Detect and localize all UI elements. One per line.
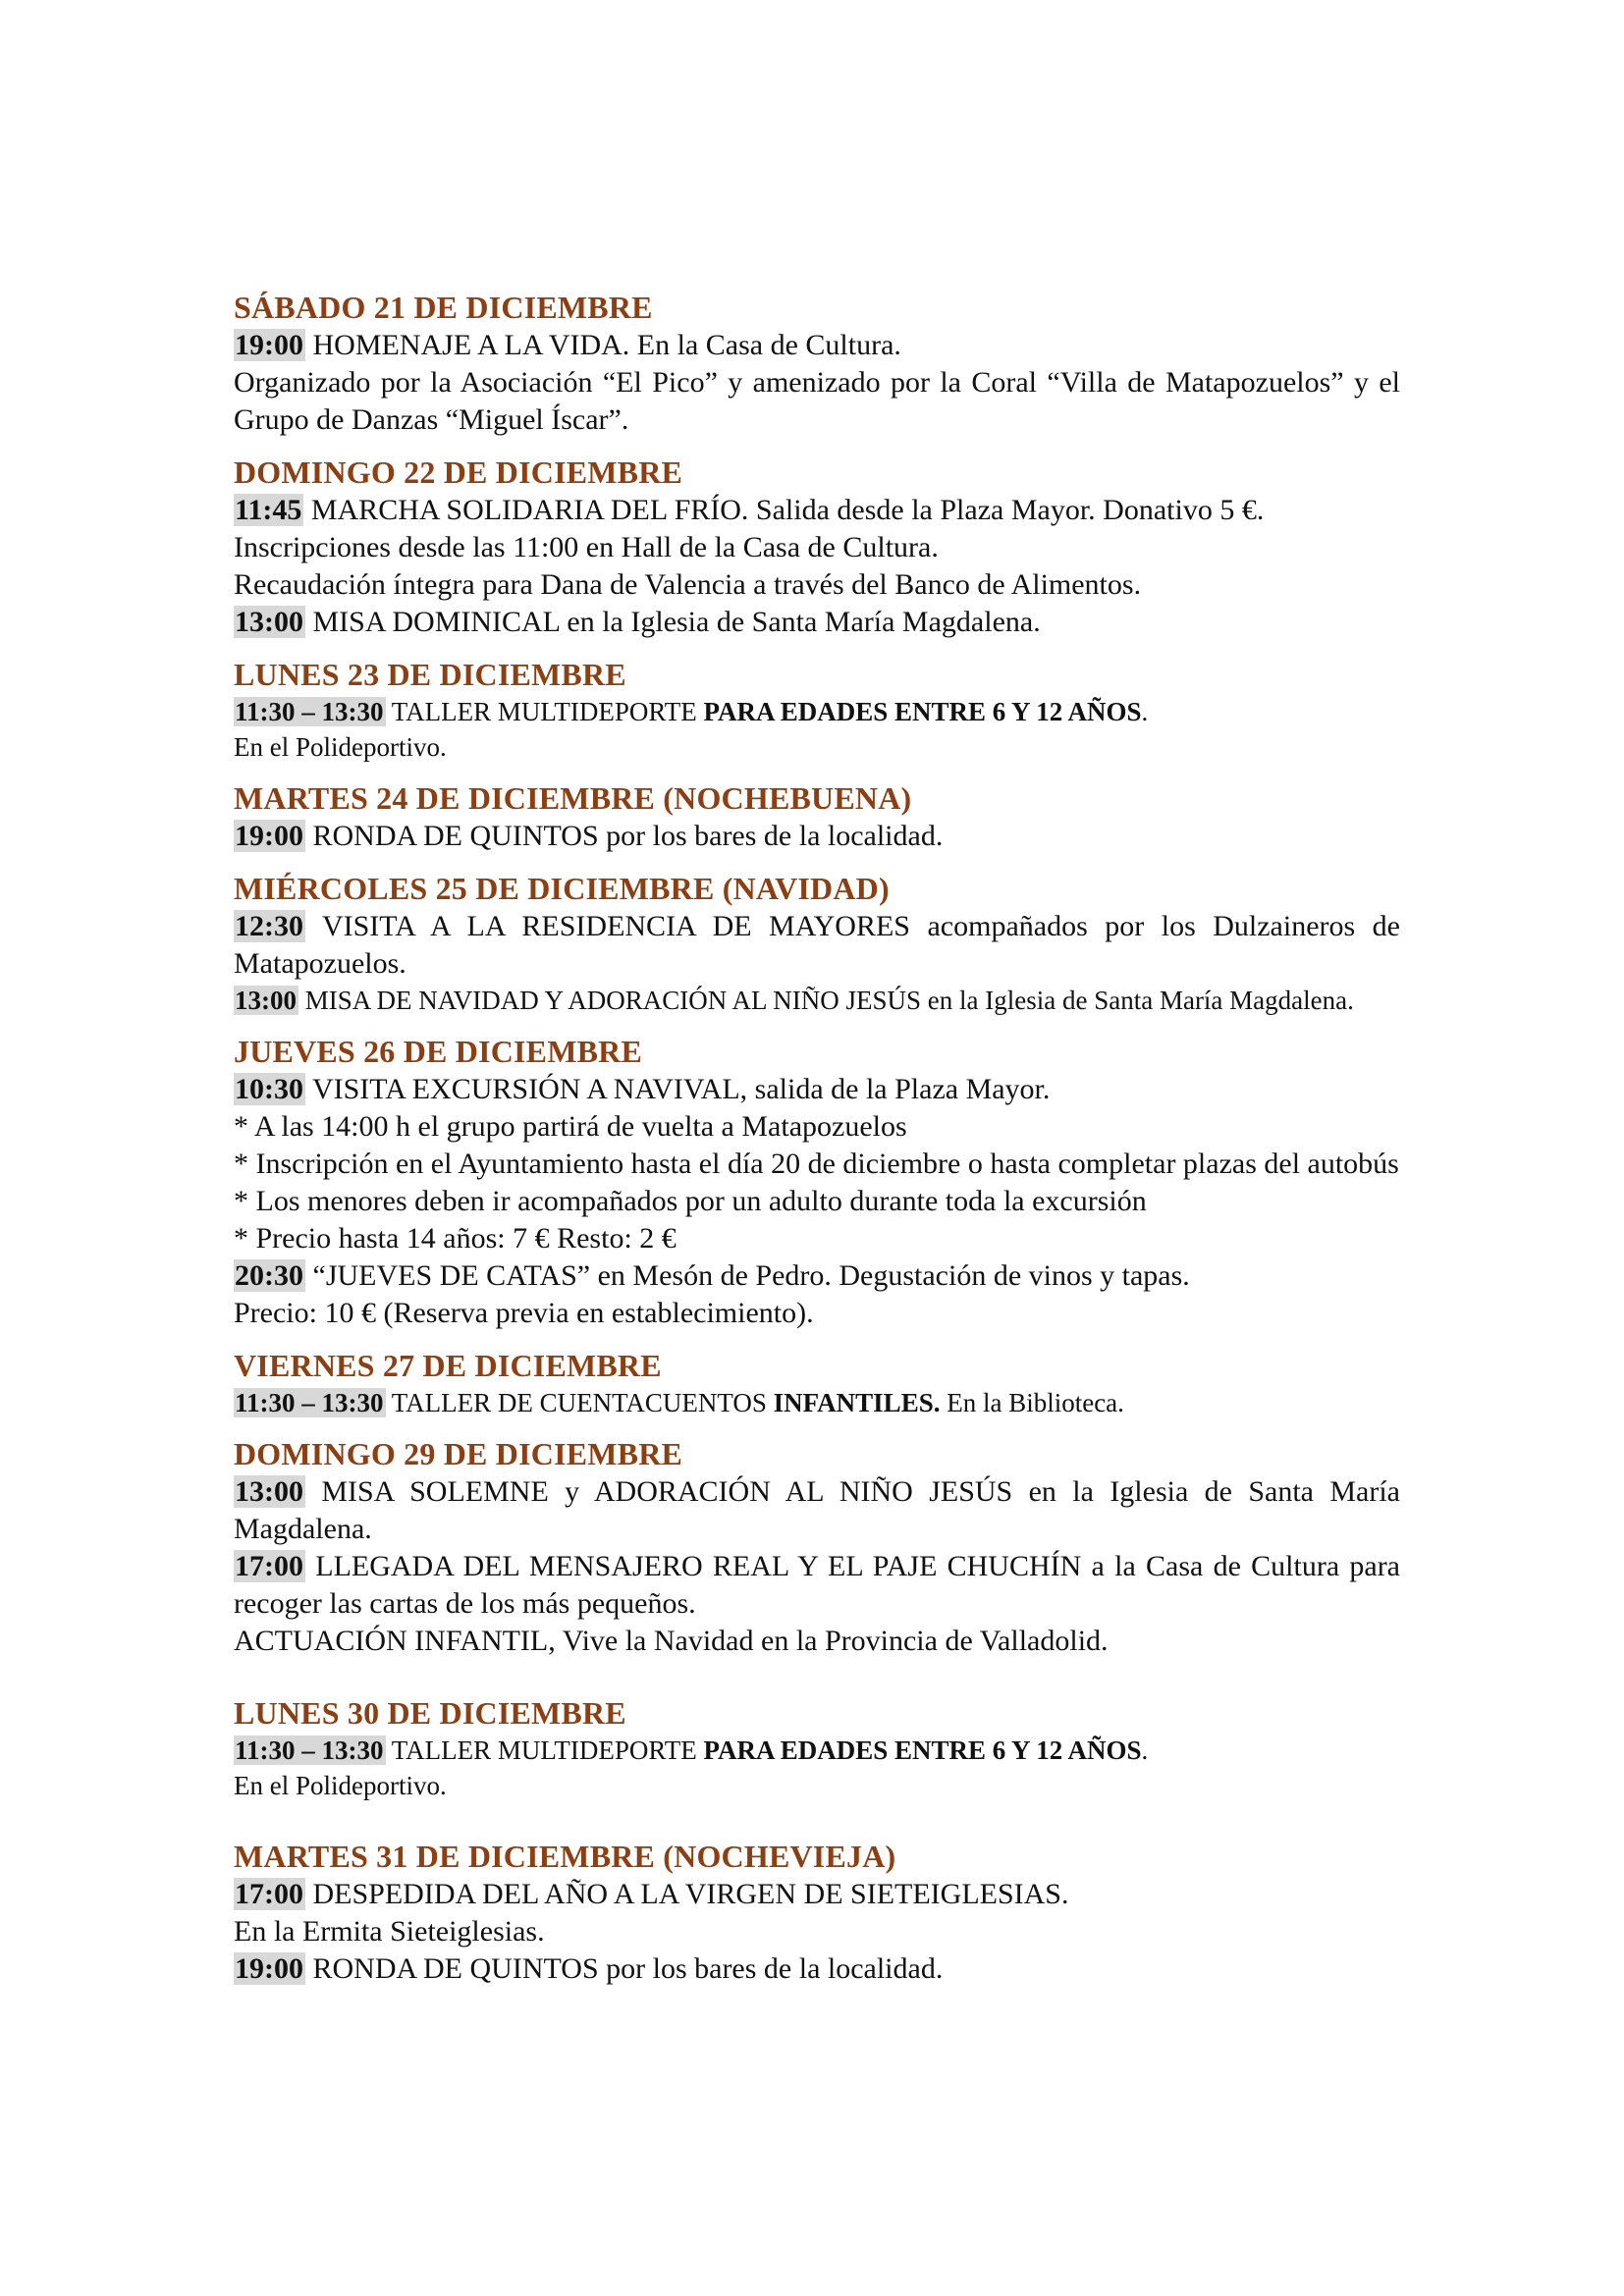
event-text: MISA DE NAVIDAD Y ADORACIÓN AL NIÑO JESÚS en la Iglesia de Santa María Magdalena. — [298, 986, 1354, 1015]
event-text: RONDA DE QUINTOS por los bares de la localidad. — [305, 1952, 944, 1985]
event-line: Organizado por la Asociación “El Pico” y amenizado por la Coral “Villa de Matapozuelos” y el Grupo de Danzas “Miguel Íscar”. — [234, 366, 1400, 436]
day-title: SÁBADO 21 DE DICIEMBRE — [234, 290, 653, 325]
day-block — [234, 1837, 1400, 1988]
day-title: LUNES 30 DE DICIEMBRE — [234, 1695, 626, 1731]
day-title: VIERNES 27 DE DICIEMBRE — [234, 1348, 662, 1383]
day-block — [234, 288, 1400, 439]
event-line — [234, 327, 1400, 364]
day-block — [234, 655, 1400, 765]
day-block — [234, 1032, 1400, 1332]
event-line: En la Ermita Sieteiglesias. — [234, 1915, 545, 1948]
event-text: “JUEVES DE CATAS” en Mesón de Pedro. Degustación de vinos y tapas. — [305, 1259, 1190, 1292]
day-title: MIÉRCOLES 25 DE DICIEMBRE (NAVIDAD) — [234, 871, 890, 906]
event-line — [234, 1071, 1400, 1108]
event-line: * Precio hasta 14 años: 7 € Resto: 2 € — [234, 1222, 677, 1255]
event-time: 11:30 – 13:30 — [235, 697, 384, 726]
event-text: MARCHA SOLIDARIA DEL FRÍO. Salida desde la Plaza Mayor. Donativo 5 €. — [303, 494, 1265, 526]
event-highlight: PARA EDADES ENTRE 6 Y 12 AÑOS — [703, 697, 1142, 726]
day-block — [234, 778, 1400, 855]
event-time: 13:00 — [235, 1475, 303, 1508]
event-time: 19:00 — [235, 1952, 303, 1985]
day-title: MARTES 24 DE DICIEMBRE (NOCHEBUENA) — [234, 780, 912, 816]
event-text-end: En la Biblioteca. — [940, 1388, 1124, 1417]
day-title: DOMINGO 22 DE DICIEMBRE — [234, 454, 683, 490]
event-text: TALLER MULTIDEPORTE — [385, 1735, 704, 1765]
event-line: * A las 14:00 h el grupo partirá de vuelta a Matapozuelos — [234, 1110, 907, 1143]
event-line — [234, 604, 1400, 641]
event-line: ACTUACIÓN INFANTIL, Vive la Navidad en la Provincia de Valladolid. — [234, 1625, 1109, 1657]
day-block — [234, 1434, 1400, 1660]
day-title: JUEVES 26 DE DICIEMBRE — [234, 1034, 643, 1069]
event-line: Recaudación íntegra para Dana de Valencia a través del Banco de Alimentos. — [234, 568, 1142, 601]
event-line: Inscripciones desde las 11:00 en Hall de la Casa de Cultura. — [234, 531, 939, 563]
event-line — [234, 983, 1400, 1018]
event-line — [234, 694, 1400, 729]
event-line — [234, 1473, 1400, 1548]
day-block — [234, 1693, 1400, 1803]
event-text: MISA DOMINICAL en la Iglesia de Santa María Magdalena. — [305, 606, 1041, 638]
event-time: 11:30 – 13:30 — [235, 1388, 384, 1417]
event-line: Precio: 10 € (Reserva previa en establecimiento). — [234, 1297, 814, 1329]
event-text: MISA SOLEMNE y ADORACIÓN AL NIÑO JESÚS en la Iglesia de Santa María Magdalena. — [234, 1475, 1400, 1545]
event-program — [234, 288, 1400, 2002]
day-title: MARTES 31 DE DICIEMBRE (NOCHEVIEJA) — [234, 1839, 896, 1874]
event-time: 11:45 — [235, 494, 302, 526]
event-time: 19:00 — [235, 329, 303, 361]
event-line: En el Polideportivo. — [234, 1771, 447, 1800]
event-text: RONDA DE QUINTOS por los bares de la localidad. — [305, 820, 944, 852]
event-line — [234, 1950, 1400, 1988]
event-line: * Inscripción en el Ayuntamiento hasta el día 20 de diciembre o hasta completar plazas del autobús — [234, 1148, 1399, 1180]
day-title: DOMINGO 29 DE DICIEMBRE — [234, 1436, 683, 1471]
event-line — [234, 1733, 1400, 1768]
event-text: TALLER DE CUENTACUENTOS — [385, 1388, 774, 1417]
event-line — [234, 1385, 1400, 1420]
event-highlight: PARA EDADES ENTRE 6 Y 12 AÑOS — [703, 1735, 1142, 1765]
event-text: VISITA A LA RESIDENCIA DE MAYORES acompañados por los Dulzaineros de Matapozuelos. — [234, 910, 1400, 980]
event-time: 13:00 — [235, 986, 297, 1015]
event-text: VISITA EXCURSIÓN A NAVIVAL, salida de la Plaza Mayor. — [305, 1073, 1051, 1105]
event-line — [234, 1548, 1400, 1623]
event-text: DESPEDIDA DEL AÑO A LA VIRGEN DE SIETEIGLESIAS. — [305, 1878, 1069, 1910]
day-block — [234, 1346, 1400, 1420]
event-time: 10:30 — [235, 1073, 303, 1105]
day-block — [234, 453, 1400, 641]
day-block — [234, 869, 1400, 1018]
event-highlight: INFANTILES. — [773, 1388, 941, 1417]
event-time: 19:00 — [235, 820, 303, 852]
event-time: 12:30 — [235, 910, 303, 942]
event-time: 17:00 — [235, 1550, 303, 1582]
event-time: 20:30 — [235, 1259, 303, 1292]
event-line — [234, 1876, 1400, 1913]
event-line: En el Polideportivo. — [234, 732, 447, 762]
event-line — [234, 818, 1400, 855]
event-time: 13:00 — [235, 606, 303, 638]
event-text-end: . — [1141, 1735, 1149, 1765]
day-title: LUNES 23 DE DICIEMBRE — [234, 657, 626, 692]
event-text: TALLER MULTIDEPORTE — [385, 697, 704, 726]
event-line — [234, 908, 1400, 983]
event-text: HOMENAJE A LA VIDA. En la Casa de Cultura. — [305, 329, 901, 361]
event-text: LLEGADA DEL MENSAJERO REAL Y EL PAJE CHUCHÍN a la Casa de Cultura para recoger las cartas de los más pequeños. — [234, 1550, 1400, 1620]
event-text-end: . — [1141, 697, 1149, 726]
event-time: 17:00 — [235, 1878, 303, 1910]
event-time: 11:30 – 13:30 — [235, 1735, 384, 1765]
event-line — [234, 492, 1400, 529]
event-line — [234, 1257, 1400, 1295]
event-line: * Los menores deben ir acompañados por un adulto durante toda la excursión — [234, 1185, 1147, 1217]
